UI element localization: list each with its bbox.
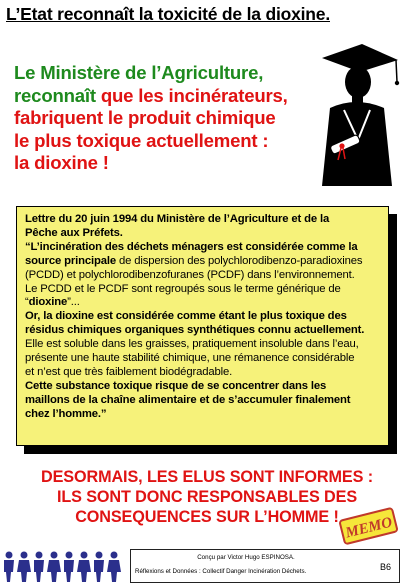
footer-credit-author: Conçu par Victor Hugo ESPINOSA. <box>197 554 295 561</box>
headline-line-2-red: que les incinérateurs, <box>95 84 288 106</box>
letter-line: (PCDD) et polychlorodibenzofuranes (PCDF) dans l’environnement. <box>25 268 355 281</box>
headline-line-5: la dioxine ! <box>14 152 109 173</box>
page-code: B6 <box>379 562 391 572</box>
conclusion-line-2: ILS SONT DONC RESPONSABLES DES <box>56 488 358 506</box>
letter-emphasis: source principale <box>25 254 116 267</box>
headline-line-1: Le Ministère de l’Agriculture, <box>14 62 264 83</box>
letter-line: Lettre du 20 juin 1994 du Ministère de l’Agriculture et de la <box>25 213 330 225</box>
page-title: L’Etat reconnaît la toxicité de la dioxine. <box>6 4 330 24</box>
headline-line-4: le plus toxique actuellement : <box>14 129 269 151</box>
conclusion-line-1: DESORMAIS, LES ELUS SONT INFORMES : <box>41 468 373 486</box>
letter-line: Or, la dioxine est considérée comme étant le plus toxique des <box>25 310 347 323</box>
letter-text: de dispersion des polychlorodibenzo-paradioxines <box>116 254 363 267</box>
letter-line: et n’est que très faiblement biodégradable. <box>25 365 233 378</box>
headline <box>14 62 344 175</box>
conclusion-line-3: CONSEQUENCES SUR L’HOMME ! <box>75 508 339 526</box>
letter-line: Cette substance toxique risque de se concentrer dans les <box>25 379 327 392</box>
letter-line <box>25 255 382 269</box>
letter-emphasis: dioxine <box>28 296 68 309</box>
letter-text: “ <box>25 296 29 309</box>
letter-line <box>25 296 382 310</box>
letter-line: chez l’homme.” <box>25 407 107 420</box>
memo-stamp-icon <box>336 506 402 550</box>
letter-line: “L’incinération des déchets ménagers est considérée comme la <box>25 240 358 253</box>
letter-line: Elle est soluble dans les graisses, pratiquement insoluble dans l’eau, <box>25 338 359 351</box>
footer-credit-source: Réflexions et Données : Collectif Danger Incinération Déchets. <box>135 568 307 575</box>
people-silhouettes-icon <box>2 549 128 583</box>
letter-text: ”... <box>67 296 80 309</box>
headline-line-2-green: reconnaît <box>14 84 96 106</box>
footer-credits <box>130 549 400 583</box>
graduate-silhouette-icon <box>300 36 400 192</box>
letter-quote-box <box>16 206 389 446</box>
letter-line: Le PCDD et le PCDF sont regroupés sous le terme générique de <box>25 282 341 295</box>
letter-line: présente une haute stabilité chimique, une rémanence considérable <box>25 352 355 365</box>
letter-line: Pêche aux Préfets. <box>25 226 123 239</box>
letter-line: résidus chimiques organiques synthétiques connu actuellement. <box>25 324 365 337</box>
memo-label: MEMO <box>344 514 394 542</box>
headline-line-2 <box>14 85 344 108</box>
headline-line-3: fabriquent le produit chimique <box>14 107 276 128</box>
letter-line: maillons de la chaîne alimentaire et de s’accumuler finalement <box>25 393 351 406</box>
